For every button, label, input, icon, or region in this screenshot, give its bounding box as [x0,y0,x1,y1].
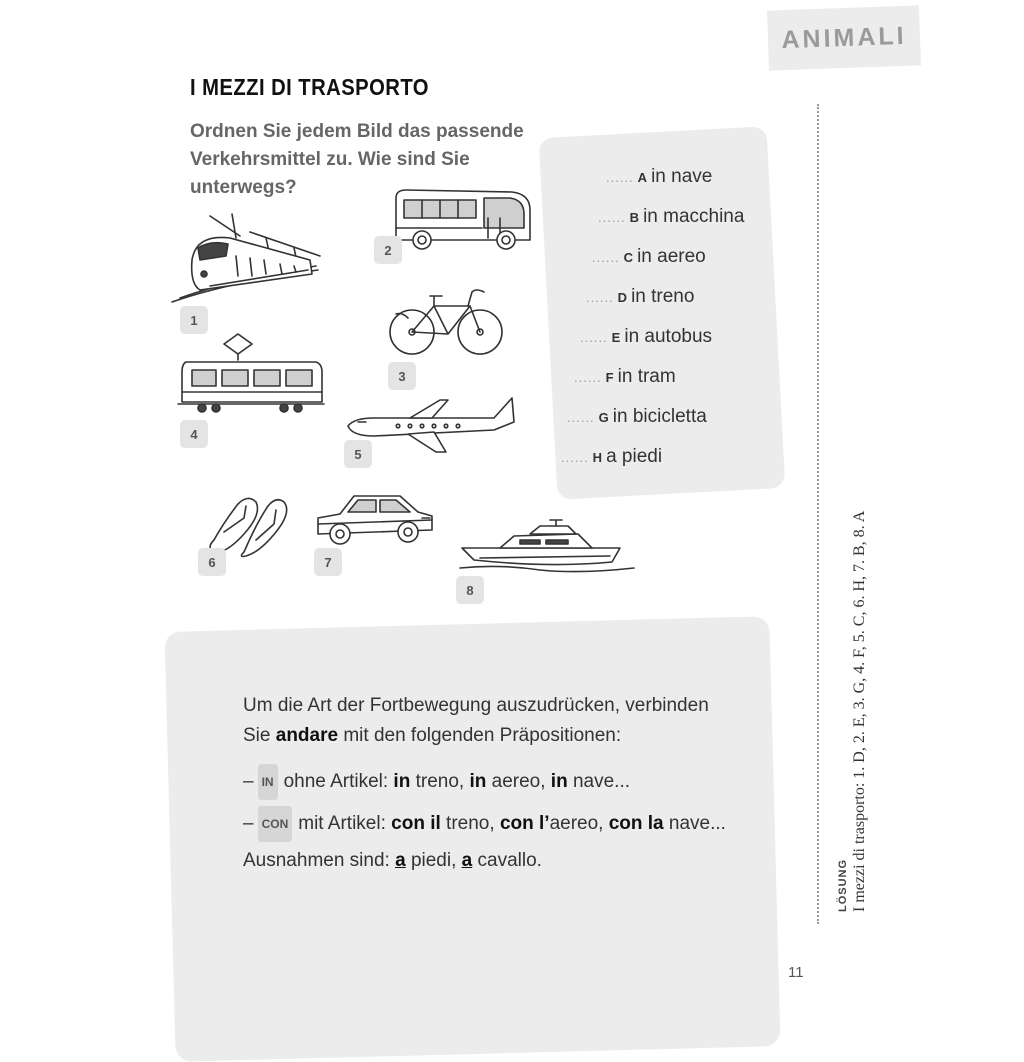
option-letter: H [592,450,603,465]
rule-text: aereo, [549,813,609,835]
rule-keyword: in [469,771,487,793]
exercise-instruction: Ordnen Sie jedem Bild das passende Verkehrsmittel zu. Wie sind Sie unterwegs? [190,121,524,198]
option-text: in nave [651,166,713,187]
vehicle-number-7: 7 [314,548,342,576]
option-f [574,366,676,388]
rule-keyword: con la [608,813,664,835]
vehicle-number-2: 2 [374,236,402,264]
grammar-intro-line-1: Um die Art der Fortbewegung auszudrücken, verbinden [243,695,709,716]
rule-keyword: con il [391,813,441,835]
option-blank: ...... [586,290,614,305]
grammar-exceptions [243,846,763,876]
in-chip: IN [258,764,278,800]
rule-keyword: con l’ [499,813,550,835]
option-text: in tram [617,366,676,387]
grammar-rule-con [243,806,763,842]
option-text: in macchina [643,206,745,227]
exception-keyword: a [395,850,406,871]
page-number: 11 [788,964,804,981]
dotted-divider [817,104,819,924]
option-text: in aereo [637,246,706,267]
vehicle-number-5: 5 [344,440,372,468]
rule-text: nave... [567,771,631,793]
bullet-dash: – [243,813,254,835]
vehicle-number-3: 3 [388,362,416,390]
train-icon [170,212,320,304]
option-blank: ...... [598,210,626,225]
tram-icon [176,332,326,420]
option-blank: ...... [580,330,608,345]
grammar-intro-line-2 [243,721,763,751]
vehicle-number-6: 6 [198,548,226,576]
exercise-title: I MEZZI DI TRASPORTO [190,74,429,100]
rule-text: nave... [663,813,726,835]
rule-keyword: in [393,771,411,793]
option-c [592,246,706,268]
grammar-rule-in [243,764,763,800]
section-tag [767,5,921,70]
rule-text: treno, [440,813,500,835]
option-letter: C [623,250,634,265]
bullet-dash: – [243,771,254,793]
option-blank: ...... [606,170,634,185]
rule-text: ohne Artikel: [283,771,394,793]
vehicle-number-4: 4 [180,420,208,448]
option-g [567,406,707,428]
option-blank: ...... [574,370,602,385]
rule-text: aereo, [486,771,551,793]
option-blank: ...... [561,450,589,465]
grammar-text: mit den folgenden Präpositionen: [338,725,622,746]
section-tag-label: ANIMALI [780,21,908,54]
option-letter: F [605,370,614,385]
option-a [606,166,712,188]
grammar-keyword-andare: andare [275,725,339,746]
vehicle-number-1: 1 [180,306,208,334]
option-letter: D [617,290,628,305]
option-blank: ...... [567,410,595,425]
bus-icon [392,188,534,252]
option-blank: ...... [592,250,620,265]
grammar-intro [243,691,763,751]
option-h [561,446,662,468]
rule-text: treno, [410,771,470,793]
rule-text: mit Artikel: [298,813,392,835]
option-text: in bicicletta [612,406,707,427]
option-b [598,206,744,228]
option-d [586,286,694,308]
vehicle-number-8: 8 [456,576,484,604]
exceptions-label: Ausnahmen sind: [243,850,396,871]
solution-strip [836,442,870,912]
option-text: in autobus [624,326,713,347]
grammar-text: Sie [243,725,276,746]
option-letter: A [637,170,648,185]
ship-icon [460,518,636,574]
option-e [580,326,712,348]
option-letter: B [629,210,640,225]
rule-keyword: in [550,771,568,793]
car-icon [314,490,436,548]
exception-keyword: a [461,850,473,871]
option-text: in treno [631,286,695,307]
option-text: a piedi [606,446,663,467]
option-letter: E [611,330,621,345]
option-letter: G [598,410,609,425]
solution-text: I mezzi di trasporto: 1. D, 2. E, 3. G, 4. F, 5. C, 6. H, 7. B, 8. A [851,510,868,912]
solution-label: LÖSUNG [837,858,849,912]
con-chip: CON [258,806,293,842]
bicycle-icon [388,284,504,358]
exception-text: cavallo. [472,850,542,871]
exception-text: piedi, [405,850,462,871]
